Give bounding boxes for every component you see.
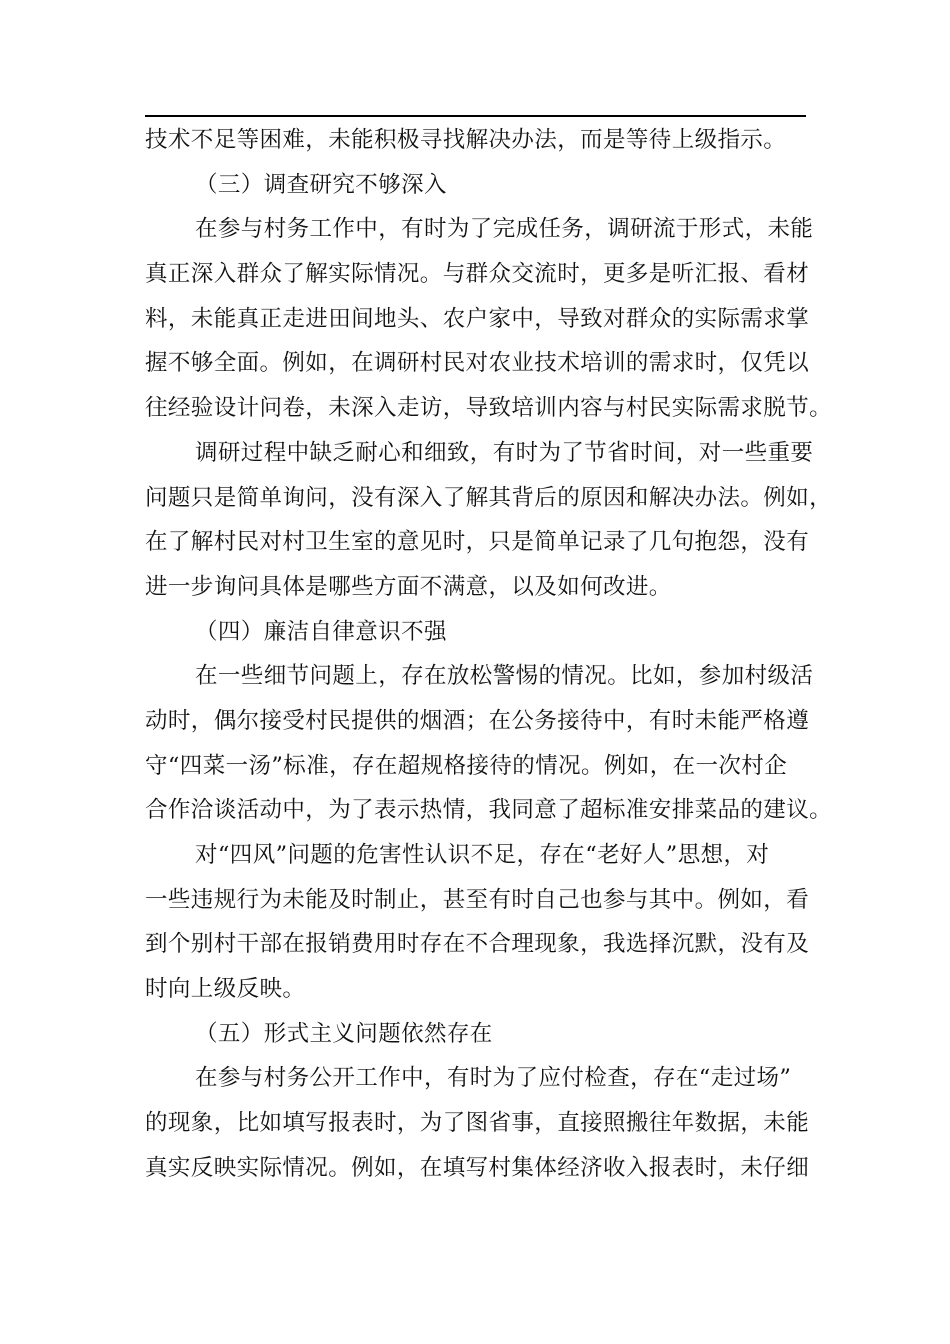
text-line: 问题只是简单询问，没有深入了解其背后的原因和解决办法。例如， xyxy=(145,484,833,511)
section-heading-3: （三）调查研究不够深入 xyxy=(195,171,447,198)
text-line: 真正深入群众了解实际情况。与群众交流时，更多是听汇报、看材 xyxy=(145,261,810,288)
text-line: 在一些细节问题上，存在放松警惕的情况。比如，参加村级活 xyxy=(195,663,814,690)
text-line: 动时，偶尔接受村民提供的烟酒；在公务接待中，有时未能严格遵 xyxy=(145,707,810,734)
text-line: 在参与村务工作中，有时为了完成任务，调研流于形式，未能 xyxy=(195,216,814,243)
header-rule xyxy=(145,115,806,117)
text-line: 调研过程中缺乏耐心和细致，有时为了节省时间，对一些重要 xyxy=(195,439,814,466)
text-line: 技术不足等困难，未能积极寻找解决办法，而是等待上级指示。 xyxy=(145,127,787,153)
text-line: 一些违规行为未能及时制止，甚至有时自己也参与其中。例如，看 xyxy=(145,886,810,913)
text-line: 真实反映实际情况。例如，在填写村集体经济收入报表时，未仔细 xyxy=(145,1154,810,1181)
text-line: 时向上级反映。 xyxy=(145,976,306,1003)
text-line: 的现象，比如填写报表时，为了图省事，直接照搬往年数据，未能 xyxy=(145,1110,810,1137)
text-line: 合作洽谈活动中，为了表示热情，我同意了超标准安排菜品的建议。 xyxy=(145,797,833,824)
text-line: 往经验设计问卷，未深入走访，导致培训内容与村民实际需求脱节。 xyxy=(145,395,833,422)
text-line: 在了解村民对村卫生室的意见时，只是简单记录了几句抱怨，没有 xyxy=(145,529,810,556)
section-heading-4: （四）廉洁自律意识不强 xyxy=(195,618,447,645)
text-line: 料，未能真正走进田间地头、农户家中，导致对群众的实际需求掌 xyxy=(145,305,810,332)
text-line: 到个别村干部在报销费用时存在不合理现象，我选择沉默，没有及 xyxy=(145,931,810,958)
text-line: 进一步询问具体是哪些方面不满意，以及如何改进。 xyxy=(145,573,672,600)
text-line: 在参与村务公开工作中，有时为了应付检查，存在“走过场” xyxy=(195,1065,792,1092)
text-line: 守“四菜一汤”标准，存在超规格接待的情况。例如，在一次村企 xyxy=(145,752,788,779)
section-heading-5: （五）形式主义问题依然存在 xyxy=(195,1020,493,1047)
text-line: 握不够全面。例如，在调研村民对农业技术培训的需求时，仅凭以 xyxy=(145,350,810,377)
text-line: 对“四风”问题的危害性认识不足，存在“老好人”思想，对 xyxy=(195,842,770,868)
document-body xyxy=(145,118,833,1191)
